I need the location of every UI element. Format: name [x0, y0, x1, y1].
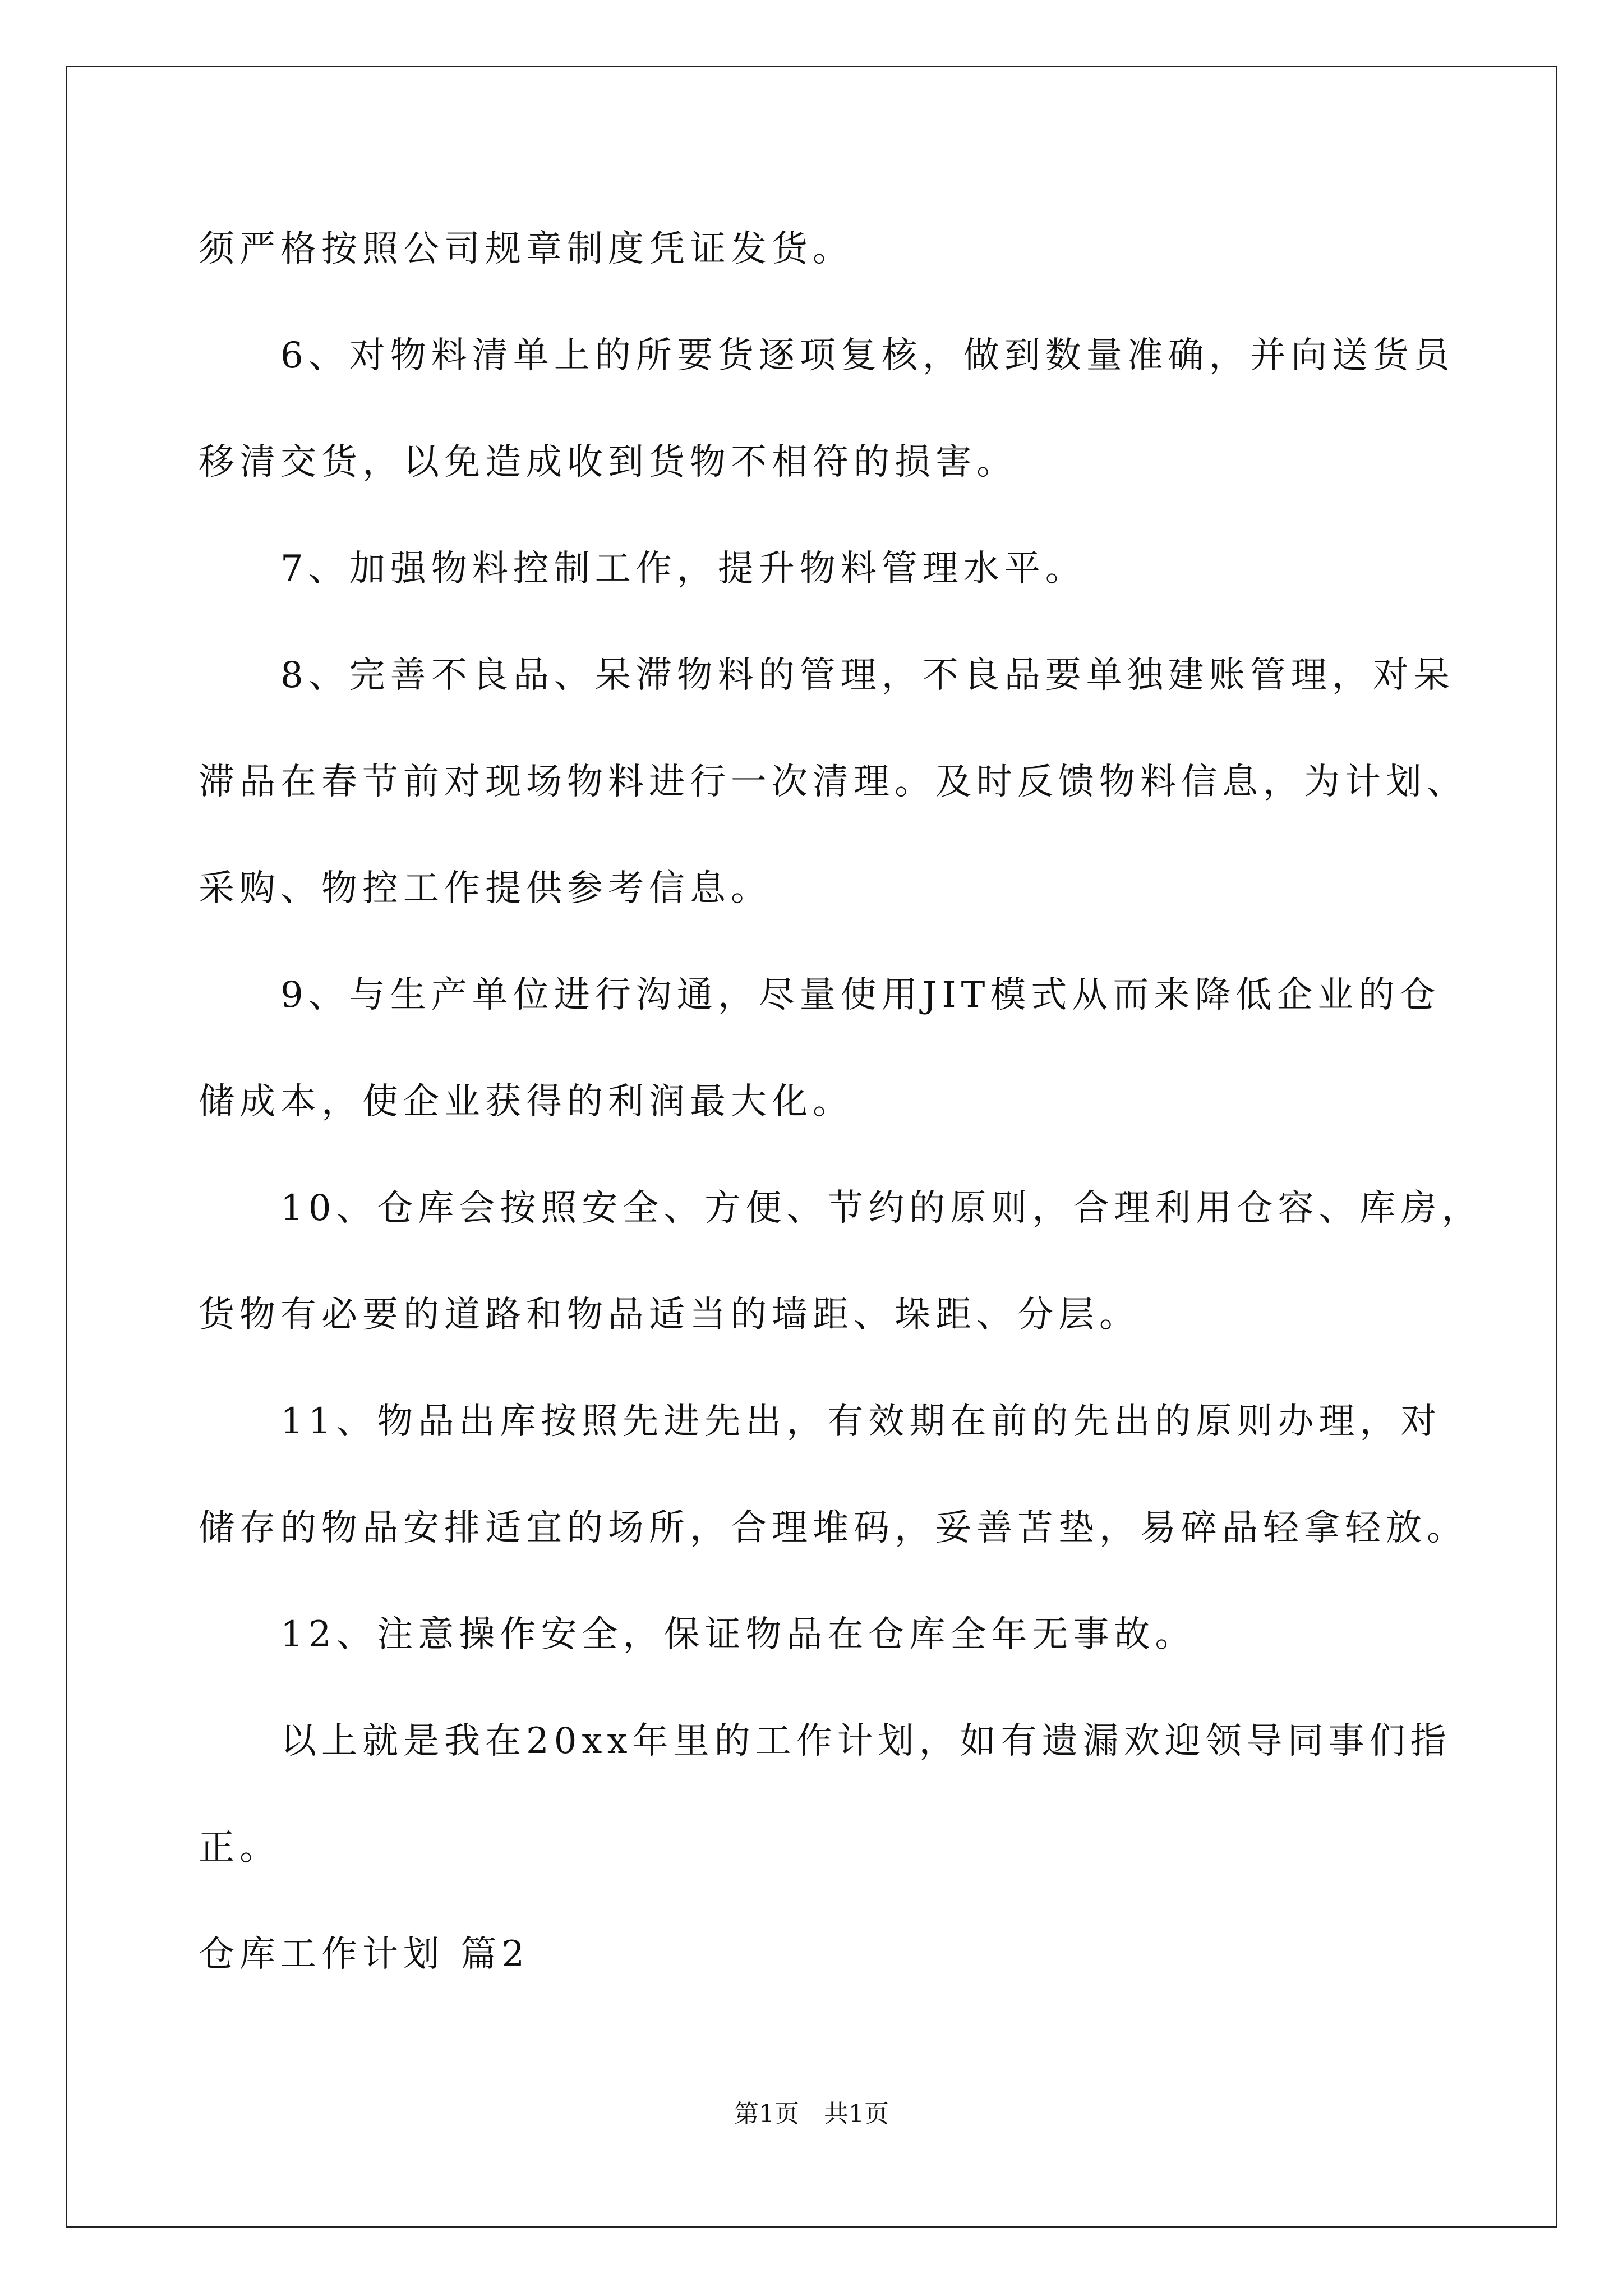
paragraph-line: 正。 [199, 1827, 280, 1869]
paragraph-line: 12、注意操作安全，保证物品在仓库全年无事故。 [199, 1614, 1196, 1655]
page-border [66, 66, 1557, 2228]
paragraph-line: 11、物品出库按照先进先出，有效期在前的先出的原则办理，对 [199, 1401, 1442, 1442]
section-heading: 仓库工作计划 篇2 [199, 1934, 530, 1975]
paragraph-line: 以上就是我在20xx年里的工作计划，如有遗漏欢迎领导同事们指 [199, 1720, 1451, 1762]
paragraph-line: 货物有必要的道路和物品适当的墙距、垛距、分层。 [199, 1294, 1140, 1336]
paragraph-line: 9、与生产单位进行沟通，尽量使用JIT模式从而来降低企业的仓 [199, 974, 1441, 1016]
paragraph-line: 储成本，使企业获得的利润最大化。 [199, 1081, 854, 1122]
paragraph-line: 7、加强物料控制工作，提升物料管理水平。 [199, 548, 1086, 590]
page-footer: 第1页 共1页 [734, 2100, 889, 2128]
paragraph-line: 移清交货，以免造成收到货物不相符的损害。 [199, 441, 1017, 483]
paragraph-line: 须严格按照公司规章制度凭证发货。 [199, 228, 854, 270]
paragraph-line: 采购、物控工作提供参考信息。 [199, 868, 772, 909]
paragraph-line: 6、对物料清单上的所要货逐项复核，做到数量准确，并向送货员 [199, 335, 1455, 376]
paragraph-line: 10、仓库会按照安全、方便、节约的原则，合理利用仓容、库房， [199, 1188, 1483, 1229]
paragraph-line: 滞品在春节前对现场物料进行一次清理。及时反馈物料信息，为计划、 [199, 761, 1468, 803]
paragraph-line: 8、完善不良品、呆滞物料的管理，不良品要单独建账管理，对呆 [199, 655, 1455, 696]
paragraph-line: 储存的物品安排适宜的场所，合理堆码，妥善苫垫，易碎品轻拿轻放。 [199, 1507, 1468, 1549]
